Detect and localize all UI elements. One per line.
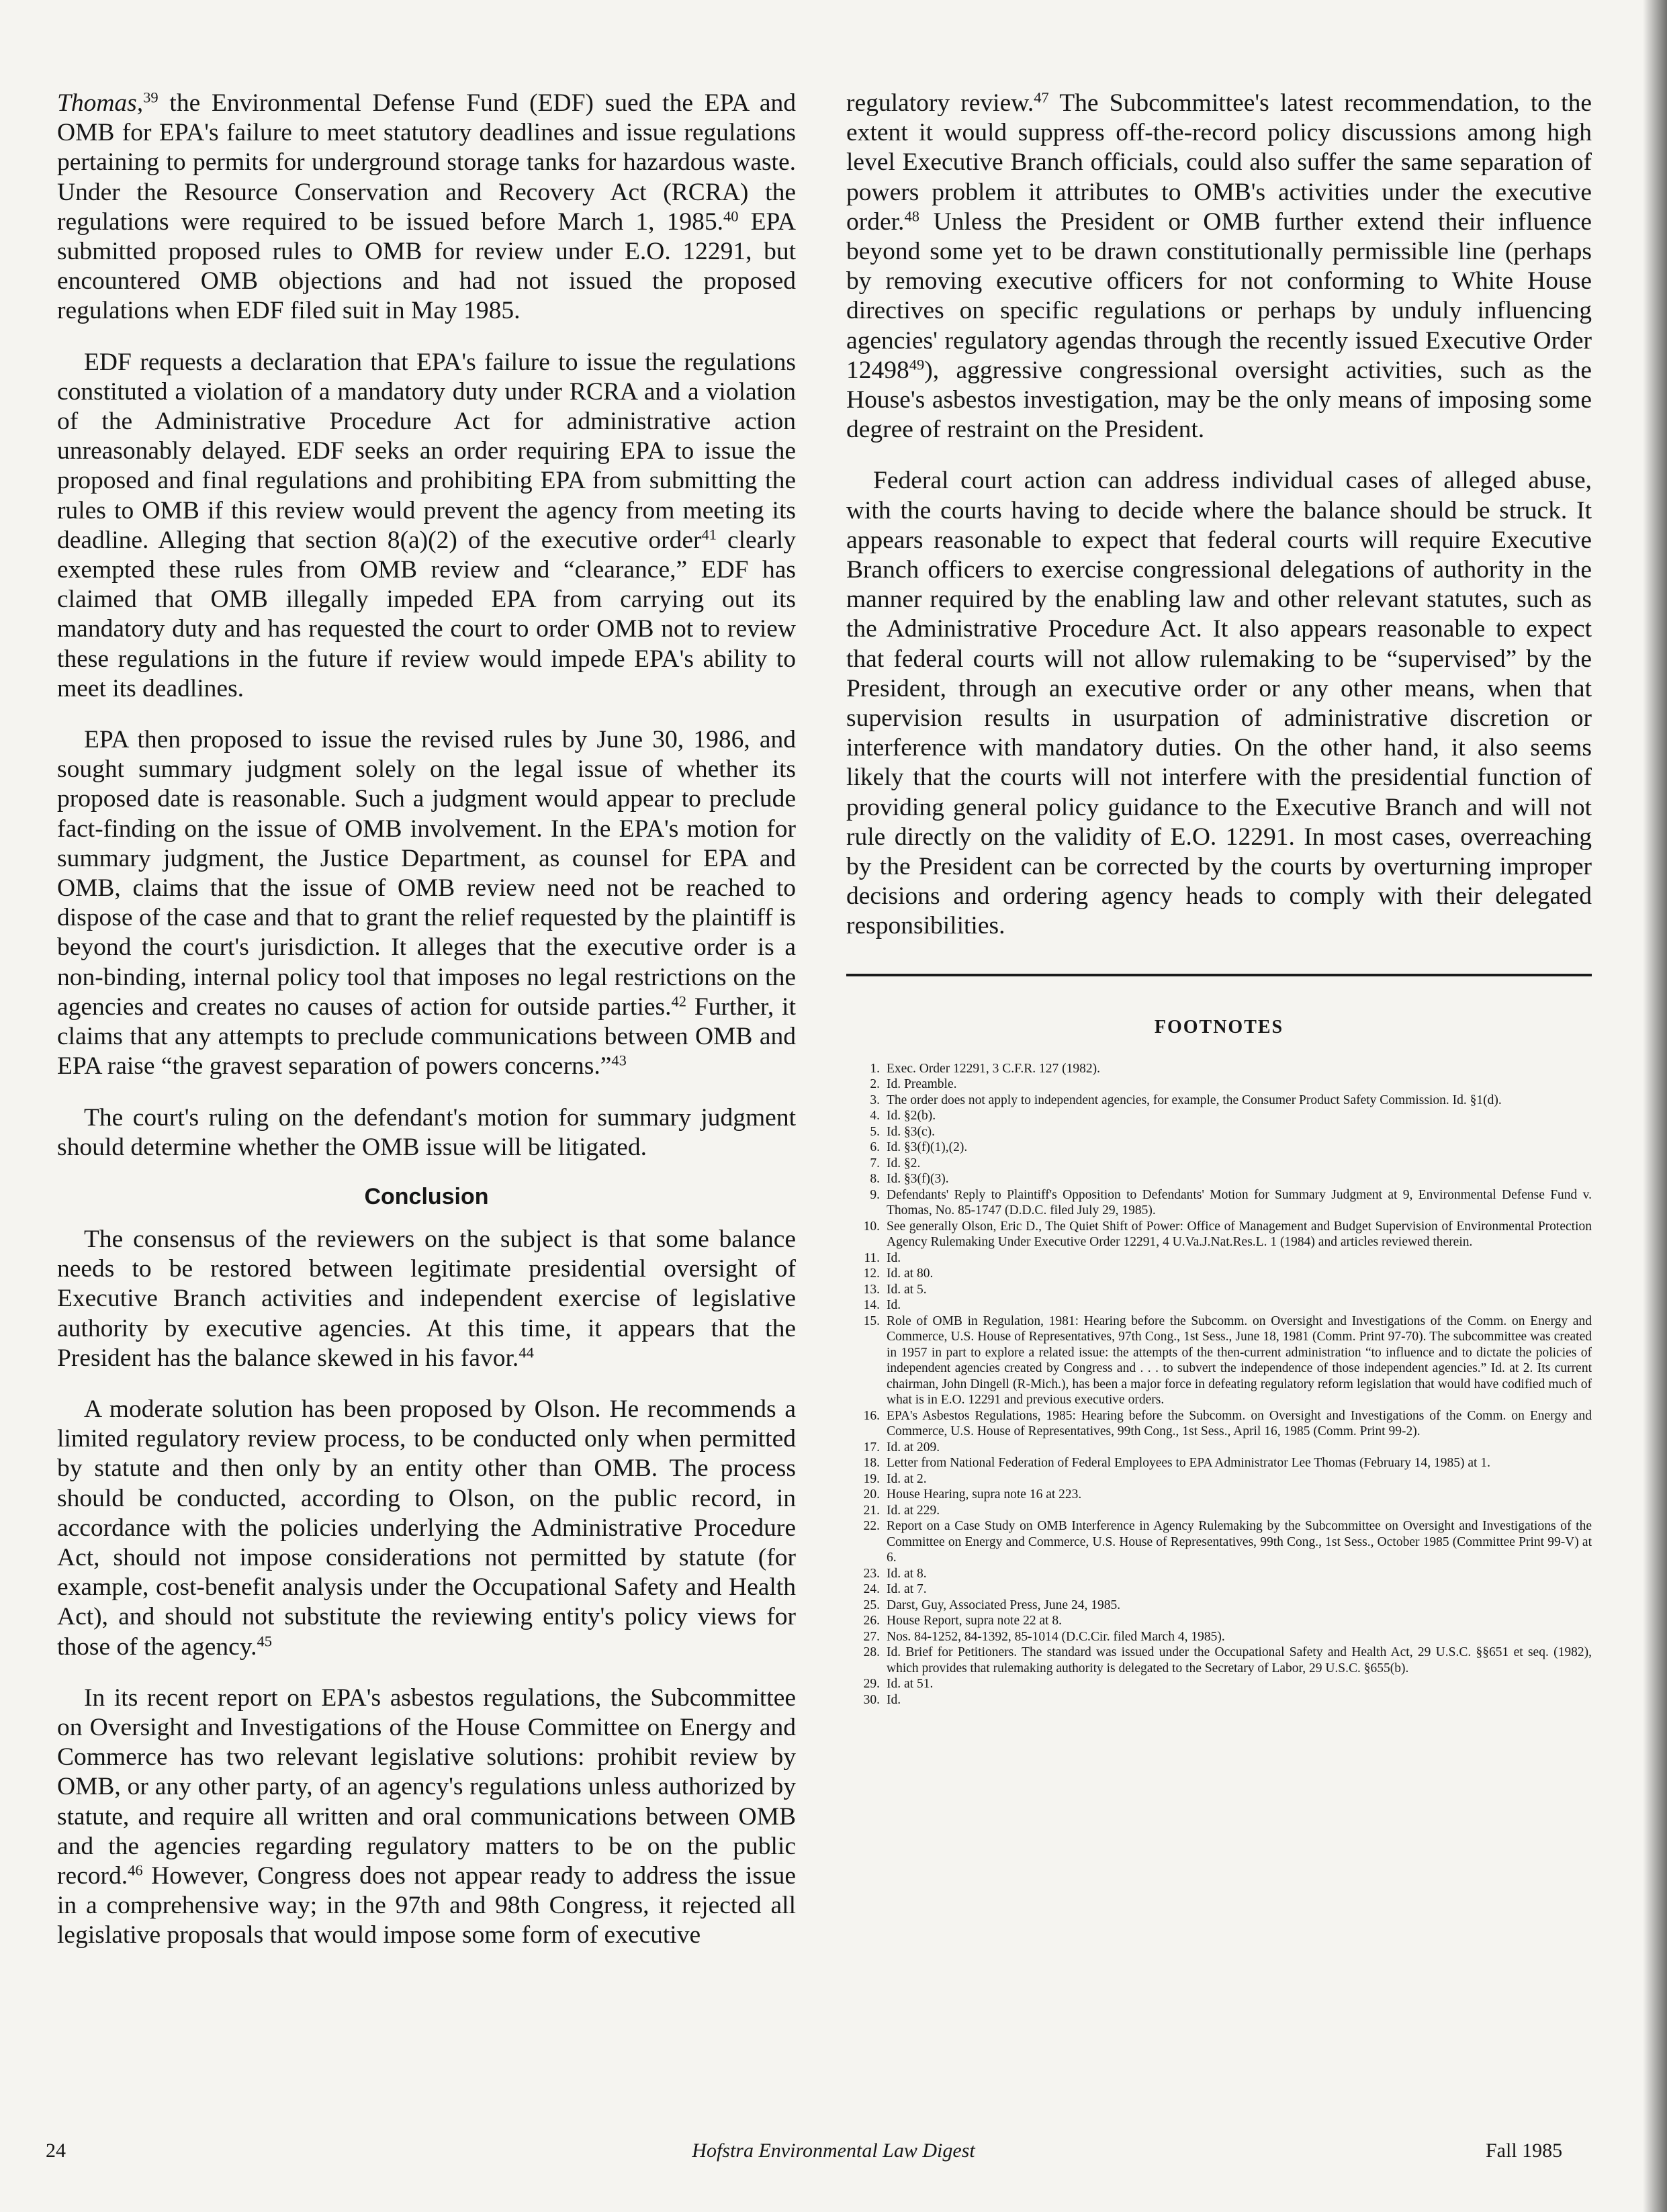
footnote: [846, 1061, 1592, 1077]
footnotes-list: [846, 1061, 1592, 1708]
footnote-ref[interactable]: 43: [611, 1052, 627, 1069]
footnote-number: 22.: [863, 1519, 880, 1534]
footnote-number: 1.: [870, 1061, 880, 1076]
footnote-ref[interactable]: 42: [671, 993, 686, 1010]
footnote: [846, 1108, 1592, 1124]
footnote: [846, 1124, 1592, 1140]
section-divider: [846, 974, 1592, 976]
footnote-number: 6.: [870, 1140, 880, 1155]
footnote-number: 19.: [863, 1471, 880, 1486]
footnote-number: 30.: [863, 1692, 880, 1707]
footnote: [846, 1282, 1592, 1298]
footnote-text: Id. at 2.: [887, 1471, 927, 1486]
footnote: [846, 1487, 1592, 1503]
footnote-number: 27.: [863, 1629, 880, 1644]
scan-edge-shadow: [1643, 0, 1667, 2212]
footnote-number: 21.: [863, 1503, 880, 1518]
paragraph: In its recent report on EPA's asbestos regulations, the Subcommittee on Oversight and Investigations of the House Committee on Energy and Commerce has two relevant legislative solutions: prohibit review by OMB, or any other party, of an agency's regulations unless authorized by statute, and require all written and oral communications between OMB and the agencies regarding regulatory matters to be on the public record.$^{46}$ However, Congress does not appear ready to address the issue in a comprehensive way; in the 97th and 98th Congress, it rejected all legislative proposals that would impose some form of executive: [57, 1684, 796, 1949]
footnote-number: 7.: [870, 1156, 880, 1170]
footnote-number: 18.: [863, 1456, 880, 1471]
footnote-number: 16.: [863, 1408, 880, 1423]
footnote-number: 5.: [870, 1124, 880, 1139]
footnote: [846, 1266, 1592, 1282]
footnote-number: 14.: [863, 1298, 880, 1313]
paragraph: The consensus of the reviewers on the subject is that some balance needs to be restored between legitimate presidential oversight of Executive Branch activities and independent exercise of legislative authority by executive agencies. At this time, it appears that the President has the balance skewed in his favor.$^{44}$: [57, 1225, 796, 1372]
footnote-number: 4.: [870, 1109, 880, 1123]
footnote: [846, 1581, 1592, 1598]
left-column: [57, 89, 796, 1972]
footnote-text: Id. at 5.: [887, 1282, 927, 1297]
footnote-text: Id.: [887, 1298, 901, 1313]
footnote: [846, 1076, 1592, 1093]
footnote-text: Defendants' Reply to Plaintiff's Opposition to Defendants' Motion for Summary Judgment at 9, Environmental Defense Fund v. Thomas, No. 85-1747 (D.D.C. filed July 29, 1985).: [887, 1187, 1592, 1218]
footnote-text: Report on a Case Study on OMB Interference in Agency Rulemaking by the Subcommittee on Oversight and Investigations of the Committee on Energy and Commerce, U.S. House of Representatives, 99th Cong., 1st Sess., October 1985 (Committee Print 99-V) at 6.: [887, 1519, 1592, 1565]
footnote: [846, 1518, 1592, 1566]
footnote-number: 23.: [863, 1566, 880, 1581]
footnote-text: See generally Olson, Eric D., The Quiet Shift of Power: Office of Management and Budget Supervision of Environmental Protection Agency Rulemaking Under Executive Order 12291, 4 U.Va.J.Nat.Res.L. 1 (1984) and articles reviewed therein.: [887, 1219, 1592, 1250]
footnote-number: 20.: [863, 1487, 880, 1502]
footnote: [846, 1156, 1592, 1172]
footnote: [846, 1566, 1592, 1582]
footnote: [846, 1140, 1592, 1156]
footnote: [846, 1297, 1592, 1314]
footnote-number: 26.: [863, 1614, 880, 1628]
footnote-number: 17.: [863, 1440, 880, 1455]
footnote: [846, 1408, 1592, 1440]
footnote-text: Id. §3(f)(3).: [887, 1172, 949, 1187]
footnote-number: 8.: [870, 1172, 880, 1187]
paragraph: regulatory review.$^{47}$ The Subcommittee's latest recommendation, to the extent it would suppress off-the-record policy discussions among high level Executive Branch officials, could also suffer the same separation of powers problem it attributes to OMB's activities under the executive order.$^{48}$ Unless the President or OMB further extend their influence beyond some yet to be drawn constitutionally permissible line (perhaps by removing executive officers for not conforming to White House directives on specific regulations or perhaps by unduly influencing agencies' regulatory agendas through the recently issued Executive Order 12498$^{49}$), aggressive congressional oversight activities, such as the House's asbestos investigation, may be the only means of imposing some degree of restraint on the President.: [846, 89, 1592, 444]
journal-name: Hofstra Environmental Law Digest: [692, 2139, 975, 2162]
footnote-number: 25.: [863, 1598, 880, 1612]
footnote-number: 24.: [863, 1582, 880, 1597]
footnote-ref[interactable]: 47: [1034, 89, 1049, 106]
footnote-number: 28.: [863, 1645, 880, 1660]
footnote-number: 13.: [863, 1282, 880, 1297]
footnote-text: Id. at 51.: [887, 1677, 934, 1692]
footnote-text: Id. at 229.: [887, 1503, 940, 1518]
right-column: [846, 89, 1592, 1708]
footnote-text: Id. at 7.: [887, 1582, 927, 1597]
footnote-ref[interactable]: 48: [904, 208, 919, 225]
footnote: [846, 1598, 1592, 1614]
footnote: [846, 1503, 1592, 1519]
footnote: [846, 1219, 1592, 1250]
footnote: [846, 1455, 1592, 1471]
footnote-ref[interactable]: 39: [143, 89, 159, 106]
footnote-text: Id. Brief for Petitioners. The standard was issued under the Occupational Safety and Health Act, 29 U.S.C. §§651 et seq. (1982), which provides that rulemaking authority is delegated to the Secretary of Labor, 29 U.S.C. §655(b).: [887, 1645, 1592, 1675]
footnote-text: Id. at 80.: [887, 1266, 934, 1281]
footnote: [846, 1471, 1592, 1487]
footnote-text: Id. Preamble.: [887, 1077, 957, 1092]
footnote-number: 9.: [870, 1187, 880, 1202]
footnote-number: 29.: [863, 1677, 880, 1692]
footnote-text: Letter from National Federation of Federal Employees to EPA Administrator Lee Thomas (February 14, 1985) at 1.: [887, 1456, 1490, 1471]
footnote-ref[interactable]: 41: [701, 526, 717, 543]
footnote-text: Role of OMB in Regulation, 1981: Hearing before the Subcomm. on Oversight and Investigations of the Comm. on Energy and Commerce, U.S. House of Representatives, 97th Cong., 1st Sess., June 18, 1981 (Comm. Print 97-70). The subcommittee was created in 1957 in part to explore a related issue: the attempts of the then-current administration “to influence and to dictate the policies of independent agencies created by Congress and . . . to subvert the independence of those independent agencies.” Id. at 2. Its current chairman, John Dingell (R-Mich.), has been a major force in defeating regulatory reform legislation that would have codified much of what is in E.O. 12291 and previous executive orders.: [887, 1314, 1592, 1408]
footnote: [846, 1440, 1592, 1456]
footnote-text: House Hearing, supra note 16 at 223.: [887, 1487, 1082, 1502]
footnote-ref[interactable]: 44: [519, 1344, 534, 1361]
footnote-number: 3.: [870, 1093, 880, 1107]
paragraph: Thomas,$^{39}$ the Environmental Defense Fund (EDF) sued the EPA and OMB for EPA's failure to meet statutory deadlines and issue regulations pertaining to permits for underground storage tanks for hazardous waste. Under the Resource Conservation and Recovery Act (RCRA) the regulations were required to be issued before March 1, 1985.40 EPA submitted proposed rules to OMB for review under E.O. 12291, but encountered OMB objections and had not issued the proposed regulations when EDF filed suit in May 1985.: [57, 89, 796, 325]
issue-date: Fall 1985: [1486, 2139, 1563, 2162]
footnote: [846, 1171, 1592, 1187]
footnote-number: 2.: [870, 1077, 880, 1092]
footnote: [846, 1250, 1592, 1266]
footnote-text: Id.: [887, 1692, 901, 1707]
footnote-text: Id. §2(b).: [887, 1109, 936, 1123]
footnote-text: Id. §3(c).: [887, 1124, 936, 1139]
footnote: [846, 1692, 1592, 1708]
footnote-text: The order does not apply to independent agencies, for example, the Consumer Product Safety Commission. Id. §1(d).: [887, 1093, 1502, 1107]
footnote-number: 12.: [863, 1266, 880, 1281]
footnote: [846, 1093, 1592, 1109]
footnote-text: Id. §2.: [887, 1156, 921, 1170]
paragraph: EPA then proposed to issue the revised rules by June 30, 1986, and sought summary judgment solely on the legal issue of whether its proposed date is reasonable. Such a judgment would appear to preclude fact-finding on the issue of OMB involvement. In the EPA's motion for summary judgment, the Justice Department, as counsel for EPA and OMB, claims that the issue of OMB review need not be reached to dispose of the case and that to grant the relief requested by the plaintiff is beyond the court's jurisdiction. It alleges that the executive order is a non-binding, internal policy tool that imposes no legal restrictions on the agencies and creates no causes of action for outside parties.$^{42}$ Further, it claims that any attempts to preclude communications between OMB and EPA raise “the gravest separation of powers concerns.”$^{43}$: [57, 726, 796, 1080]
footnote-text: House Report, supra note 22 at 8.: [887, 1614, 1063, 1628]
footnote-number: 11.: [864, 1250, 880, 1265]
page-number: 24: [46, 2139, 66, 2162]
paragraph: A moderate solution has been proposed by Olson. He recommends a limited regulatory review process, to be conducted only when permitted by statute and then only by an entity other than OMB. The process should be conducted, according to Olson, on the public record, in accordance with the policies underlying the Administrative Procedure Act, should not impose considerations not permitted by statute (for example, cost-benefit analysis under the Occupational Safety and Health Act), and should not substitute the reviewing entity's policy views for those of the agency.$^{45}$: [57, 1395, 796, 1661]
paragraph: Federal court action can address individual cases of alleged abuse, with the courts having to decide where the balance should be struck. It appears reasonable to expect that federal courts will require Executive Branch officers to exercise congressional delegations of authority in the manner required by the enabling law and other relevant statutes, such as the Administrative Procedure Act. It also appears reasonable to expect that federal courts will not allow rulemaking to be “supervised” by the President, through an executive order or any other means, when that supervision results in usurpation of administrative discretion or interference with mandatory duties. On the other hand, it also seems likely that the courts will not interfere with the presidential function of providing general policy guidance to the Executive Branch and will not rule directly on the validity of E.O. 12291. In most cases, overreaching by the President can be corrected by the courts by overturning improper decisions and ordering agency heads to comply with their delegated responsibilities.: [846, 467, 1592, 940]
paragraph: EDF requests a declaration that EPA's failure to issue the regulations constituted a violation of a mandatory duty under RCRA and a violation of the Administrative Procedure Act for administrative action unreasonably delayed. EDF seeks an order requiring EPA to issue the proposed and final regulations and prohibiting EPA from submitting the rules to OMB if this review would prevent the agency from meeting its deadline. Alleging that section 8(a)(2) of the executive order$^{41}$ clearly exempted these rules from OMB review and “clearance,” EDF has claimed that OMB illegally impeded EPA from carrying out its mandatory duty and has requested the court to order OMB not to review these regulations in the future if review would impede EPA's ability to meet its deadlines.: [57, 348, 796, 702]
footnote-text: Id. §3(f)(1),(2).: [887, 1140, 968, 1155]
footnote-number: 10.: [863, 1219, 880, 1234]
footnote-text: Id. at 209.: [887, 1440, 940, 1455]
footnote-text: Id.: [887, 1250, 901, 1265]
footnote: [846, 1187, 1592, 1219]
footnote-ref[interactable]: 46: [128, 1861, 143, 1879]
footnote: [846, 1676, 1592, 1692]
footnote-ref[interactable]: 45: [257, 1632, 272, 1650]
footnotes-heading: FOOTNOTES: [1154, 1016, 1284, 1038]
footnote-text: Darst, Guy, Associated Press, June 24, 1985.: [887, 1598, 1121, 1612]
footnote-number: 15.: [863, 1314, 880, 1328]
footnote: [846, 1613, 1592, 1629]
section-heading: Conclusion: [364, 1183, 489, 1209]
paragraph: The court's ruling on the defendant's motion for summary judgment should determine whether the OMB issue will be litigated.: [57, 1103, 796, 1161]
footnote-text: EPA's Asbestos Regulations, 1985: Hearing before the Subcomm. on Oversight and Investigations of the Comm. on Energy and Commerce, U.S. House of Representatives, 99th Cong., 1st Sess., April 16, 1985 (Comm. Print 99-2).: [887, 1408, 1592, 1439]
footnote-text: Id. at 8.: [887, 1566, 927, 1581]
footnote: [846, 1645, 1592, 1676]
footnote-ref[interactable]: 49: [909, 356, 925, 373]
footnote: [846, 1629, 1592, 1645]
footnote-text: Nos. 84-1252, 84-1392, 85-1014 (D.C.Cir. filed March 4, 1985).: [887, 1629, 1225, 1644]
footnote-ref[interactable]: 40: [723, 208, 739, 225]
footnote: [846, 1314, 1592, 1408]
footnote-text: Exec. Order 12291, 3 C.F.R. 127 (1982).: [887, 1061, 1100, 1076]
case-name: Thomas,: [57, 89, 144, 117]
